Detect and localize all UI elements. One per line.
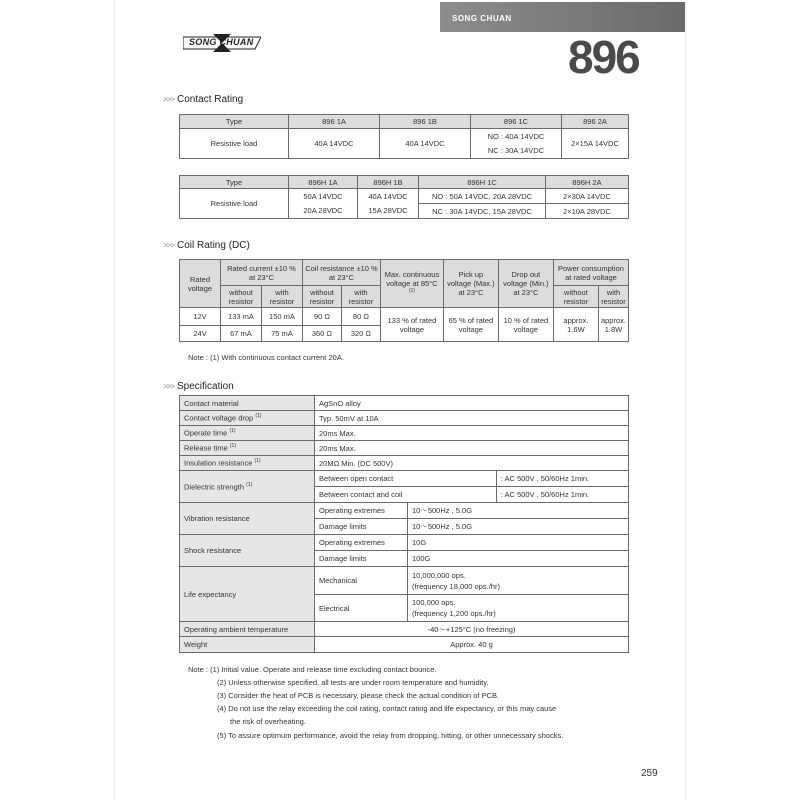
row-label: Resistive load [180, 129, 289, 159]
spec-note-1: Note : (1) Initial value. Operate and release time excluding contact bounce. [188, 665, 437, 674]
spec-value: AgSnO alloy [315, 396, 629, 411]
table-header: 896 1C [471, 115, 562, 129]
table-cell: 320 Ω [341, 326, 380, 342]
spec-label: Life expectancy [180, 567, 315, 622]
table-header: 896 2A [562, 115, 629, 129]
table-header: Type [180, 176, 289, 189]
table-subheader: with resistor [261, 286, 302, 308]
spec-value: Approx. 40 g [315, 637, 629, 653]
spec-value: : AC 500V , 50/60Hz 1min. [496, 487, 628, 503]
table-cell: 10 % of rated voltage [498, 308, 553, 342]
table-cell: 2×10A 28VDC [546, 204, 629, 219]
spec-label: Operating ambient temperature [180, 622, 315, 637]
coil-rating-table [179, 259, 629, 342]
table-cell: 75 mA [261, 326, 302, 342]
spec-value: 20ms Max. [315, 426, 629, 441]
footnote-mark: (1) [246, 481, 253, 488]
table-header: 896H 1B [358, 176, 419, 189]
table-cell: 360 Ω [302, 326, 341, 342]
spec-value: 100G [408, 551, 629, 567]
brand-name: SONG CHUAN [452, 14, 512, 23]
row-label: Resistive load [180, 189, 289, 219]
table-cell: approx. 1.6W [553, 308, 598, 342]
table-subheader: without resistor [302, 286, 341, 308]
section-arrow-icon: >>> [163, 241, 175, 250]
table-header: 896H 1C [419, 176, 546, 189]
spec-value: : AC 500V , 50/60Hz 1min. [496, 471, 628, 487]
model-number: 896 [568, 31, 639, 83]
table-header: Power consumption at rated voltage [553, 260, 628, 286]
table-cell: 133 % of rated voltage [380, 308, 443, 342]
table-cell: 20A 28VDC [289, 204, 358, 219]
spec-label: Contact material [180, 396, 315, 411]
spec-value [408, 567, 629, 595]
spec-sublabel: Damage limits [315, 551, 408, 567]
table-cell: NO : 40A 14VDC [471, 129, 562, 144]
table-header: Type [180, 115, 289, 129]
footnote-mark: (1) [255, 413, 262, 420]
table-cell: 67 mA [220, 326, 261, 342]
spec-value: 20MΩ Min. (DC 500V) [315, 456, 629, 471]
table-cell: 12V [180, 308, 221, 326]
table-cell: 65 % of rated voltage [443, 308, 498, 342]
table-header: 896H 2A [546, 176, 629, 189]
spec-note-4-cont: the risk of overheating. [230, 717, 306, 726]
table-cell: 2×15A 14VDC [562, 129, 629, 159]
spec-sublabel: Between open contact [315, 471, 497, 487]
spec-value-line: (frequency 1,200 ops./hr) [412, 609, 496, 618]
table-cell: NC : 30A 14VDC [471, 144, 562, 159]
spec-sublabel: Damage limits [315, 519, 408, 535]
table-cell: 24V [180, 326, 221, 342]
table-subheader: with resistor [598, 286, 628, 308]
contact-rating-table-2 [179, 175, 629, 219]
spec-value: 10～500Hz , 5.0G [408, 503, 629, 519]
table-header: Drop out voltage (Min.) at 23°C [498, 260, 553, 308]
table-header: Rated voltage [180, 260, 221, 308]
specification-title: >>> Specification [163, 381, 234, 392]
spec-note-5: (5) To assure optimum performance, avoid the relay from dropping, hitting, or other unnecessary shocks. [217, 731, 564, 740]
table-cell: 40A 14VDC [380, 129, 471, 159]
spec-label: Insulation resistance $^{(1)}$ [180, 456, 315, 471]
table-cell: 2×30A 14VDC [546, 189, 629, 204]
spec-sublabel: Operating extremes [315, 535, 408, 551]
spec-value-line: (frequency 18,000 ops./hr) [412, 581, 500, 591]
table-subheader: without resistor [220, 286, 261, 308]
table-header: 896 1A [289, 115, 380, 129]
table-cell: 90 Ω [302, 308, 341, 326]
spec-note-4: (4) Do not use the relay exceeding the coil rating, contact rating and life expectancy, or this may cause [217, 704, 557, 713]
footnote-mark: (1) [229, 443, 236, 450]
table-cell: approx. 1.8W [598, 308, 628, 342]
spec-value [408, 595, 629, 622]
table-subheader: with resistor [341, 286, 380, 308]
header-text: Max. continuous voltage at 85°C [384, 269, 440, 288]
spec-label: Dielectric strength $^{(1)}$ [180, 471, 315, 503]
spec-sublabel: Operating extremes [315, 503, 408, 519]
footnote-mark: (1) [408, 287, 415, 294]
table-header: Coil resistance ±10 % at 23°C [302, 260, 380, 286]
table-header [380, 260, 443, 308]
table-subheader: without resistor [553, 286, 598, 308]
footnote-mark: (1) [229, 428, 236, 435]
table-header: 896 1B [380, 115, 471, 129]
spec-sublabel: Electrical [315, 595, 408, 622]
table-cell: 40A 14VDC [289, 129, 380, 159]
table-cell: 50A 14VDC [289, 189, 358, 204]
spec-sublabel: Between contact and coil [315, 487, 497, 503]
contact-rating-table-1 [179, 114, 629, 159]
table-cell: 40A 14VDC [358, 189, 419, 204]
section-arrow-icon: >>> [163, 382, 175, 391]
table-header: Rated current ±10 % at 23°C [220, 260, 302, 286]
spec-value: 10G [408, 535, 629, 551]
spec-value: Typ. 50mV at 10A [315, 411, 629, 426]
spec-note-3: (3) Consider the heat of PCB is necessary, please check the actual condition of PCB. [217, 691, 500, 700]
coil-rating-title: >>> Coil Rating (DC) [163, 240, 250, 251]
spec-label: Release time $^{(1)}$ [180, 441, 315, 456]
table-cell: NC : 30A 14VDC, 15A 28VDC [419, 204, 546, 219]
specification-table [179, 395, 629, 653]
contact-rating-title: >>> Contact Rating [163, 94, 244, 105]
spec-label: Operate time $^{(1)}$ [180, 426, 315, 441]
spec-value: 20ms Max. [315, 441, 629, 456]
table-cell: NO : 50A 14VDC, 20A 28VDC [419, 189, 546, 204]
spec-label: Contact voltage drop $^{(1)}$ [180, 411, 315, 426]
table-header: Pick up voltage (Max.) at 23°C [443, 260, 498, 308]
spec-value: 10～500Hz , 5.0G [408, 519, 629, 535]
table-cell: 15A 28VDC [358, 204, 419, 219]
table-header: 896H 1A [289, 176, 358, 189]
spec-label: Shock resistance [180, 535, 315, 567]
spec-note-2: (2) Unless otherwise specified, all tests are under room temperature and humidity. [217, 678, 489, 687]
spec-sublabel: Mechanical [315, 567, 408, 595]
table-cell: 80 Ω [341, 308, 380, 326]
spec-label: Vibration resistance [180, 503, 315, 535]
table-cell: 133 mA [220, 308, 261, 326]
spec-value: -40～+125°C (no freezing) [315, 622, 629, 637]
table-cell: 150 mA [261, 308, 302, 326]
section-arrow-icon: >>> [163, 95, 175, 104]
spec-value-line: 100,000 ops. [412, 598, 456, 607]
footnote-mark: (1) [254, 458, 261, 465]
logo-text: SONG CHUAN [189, 37, 254, 47]
spec-label: Weight [180, 637, 315, 653]
spec-value-line: 10,000,000 ops. [412, 570, 466, 580]
coil-note: Note : (1) With continuous contact current 20A. [188, 353, 344, 362]
page-number: 259 [641, 768, 658, 779]
